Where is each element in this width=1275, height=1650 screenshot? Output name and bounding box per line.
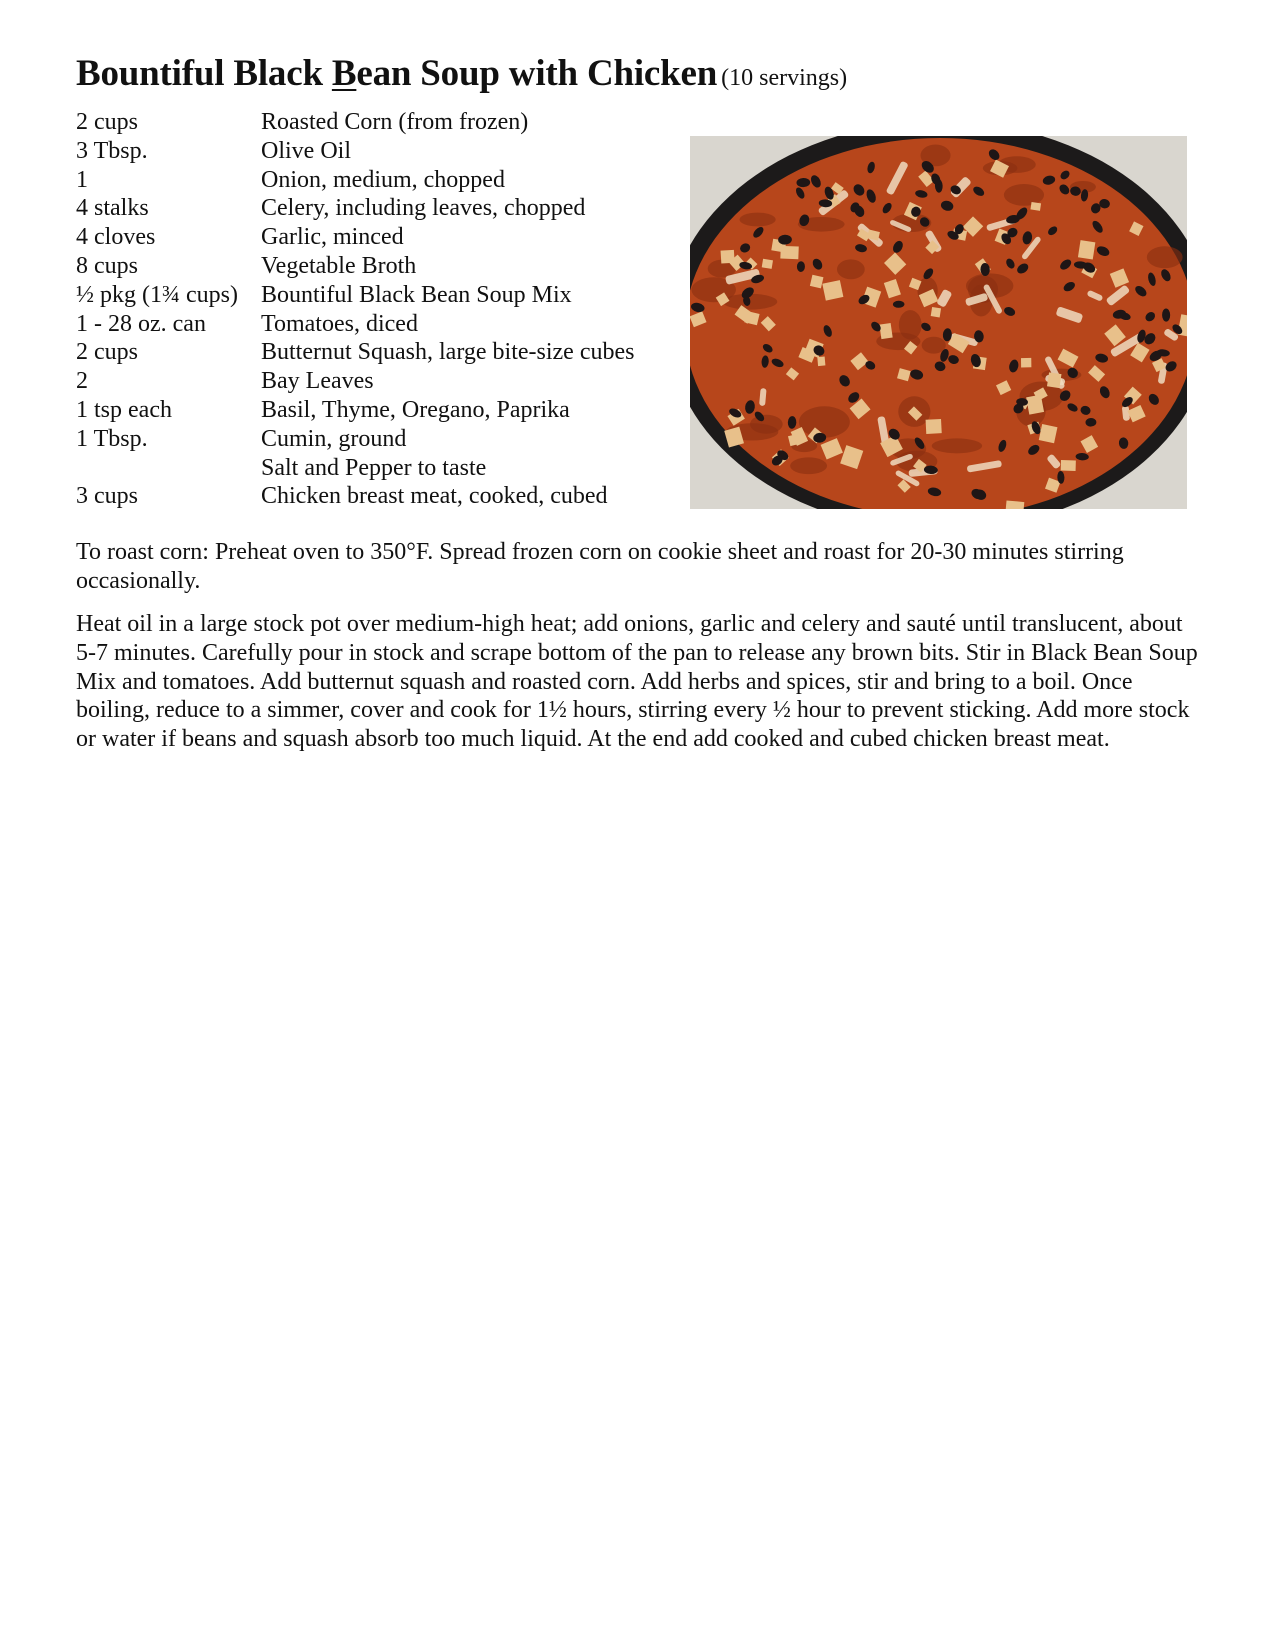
ingredient-quantity: 1 Tbsp. [76,425,148,452]
roast-corn-instructions: To roast corn: Preheat oven to 350°F. Spread frozen corn on cookie sheet and roast for 20-30 minutes stirring occasionally. [76,539,1124,594]
ingredient-row [76,367,676,396]
ingredient-row [76,454,676,483]
ingredient-name: Salt and Pepper to taste [261,454,487,481]
sauce-patch [922,337,946,354]
ingredient-quantity: 1 tsp each [76,396,172,423]
ingredient-row [76,137,676,166]
sauce-patch [1147,246,1183,268]
ingredient-row [76,338,676,367]
ingredient-quantity: 3 cups [76,483,138,510]
ingredient-name: Tomatoes, diced [261,310,418,337]
ingredient-name: Bay Leaves [261,368,374,395]
ingredient-row [76,166,676,195]
sauce-patch [739,213,775,227]
ingredient-quantity: 3 Tbsp. [76,137,148,164]
chicken-cube [1061,460,1076,471]
sauce-patch [1004,184,1044,206]
ingredient-name: Chicken breast meat, cooked, cubed [261,483,608,510]
ingredient-row [76,482,676,511]
ingredient-quantity: 2 cups [76,339,138,366]
chicken-cube [1039,424,1058,443]
chicken-cube [817,356,825,366]
sauce-patch [837,259,865,279]
ingredient-row [76,310,676,339]
chicken-cube [1030,202,1041,211]
ingredient-name: Garlic, minced [261,224,404,251]
recipe-title [76,53,717,94]
soup-photo [690,136,1187,509]
ingredient-quantity: 4 cloves [76,224,156,251]
chicken-cube [822,280,843,300]
chicken-cube [879,323,892,339]
ingredient-name: Butternut Squash, large bite-size cubes [261,339,635,366]
chicken-cube [926,419,942,434]
chicken-cube [1021,358,1031,368]
ingredient-row [76,396,676,425]
ingredient-row [76,108,676,137]
title-part-1: Bountiful Black [76,53,332,94]
ingredient-row [76,281,676,310]
ingredient-name: Basil, Thyme, Oregano, Paprika [261,396,570,423]
ingredient-name: Celery, including leaves, chopped [261,195,586,222]
ingredient-row [76,425,676,454]
sauce-patch [790,457,827,474]
title-underlined-letter: B [331,53,357,94]
ingredient-name: Onion, medium, chopped [261,166,505,193]
ingredient-name: Vegetable Broth [261,252,417,279]
ingredient-row [76,252,676,281]
sauce-patch [799,406,850,437]
ingredient-row [76,223,676,252]
recipe-header [76,52,847,95]
ingredient-list [76,108,676,511]
soup-pan-image [690,136,1187,509]
ingredient-quantity: 8 cups [76,252,138,279]
chicken-cube [1047,372,1062,388]
ingredient-quantity: 1 - 28 oz. can [76,310,206,337]
ingredient-quantity: 2 cups [76,109,138,135]
ingredient-name: Cumin, ground [261,425,407,452]
ingredient-quantity: ½ pkg (1¾ cups) [76,281,238,308]
ingredient-row [76,194,676,223]
ingredient-name: Bountiful Black Bean Soup Mix [261,281,572,308]
chicken-cube [1078,240,1095,259]
ingredient-quantity: 4 stalks [76,195,149,222]
ingredient-quantity: 1 [76,166,88,193]
chicken-cube [931,307,941,317]
cooking-instructions: Heat oil in a large stock pot over medium-high heat; add onions, garlic and celery and sauté until translucent, about 5-7 minutes. Carefully pour in stock and scrape bottom of the pan to release any brown bits. Stir in Black Bean Soup Mix and tomatoes. Add butternut squash and roasted corn. Add herbs and spices, stir and bring to a boil. Once boiling, reduce to a simmer, cover and cook for 1½ hours, stirring every ½ hour to prevent sticking. Add more stock or water if beans and squash absorb too much liquid. At the end add cooked and cubed chicken breast meat. [76,611,1198,753]
ingredient-quantity: 2 [76,368,88,395]
ingredient-name: Roasted Corn (from frozen) [261,109,529,135]
sauce-patch [932,438,982,453]
ingredient-quantity [76,454,261,483]
ingredient-name: Olive Oil [261,137,351,164]
servings-label: (10 servings) [721,65,848,91]
title-part-2: ean Soup with Chicken [356,53,718,94]
chicken-cube [762,259,773,269]
